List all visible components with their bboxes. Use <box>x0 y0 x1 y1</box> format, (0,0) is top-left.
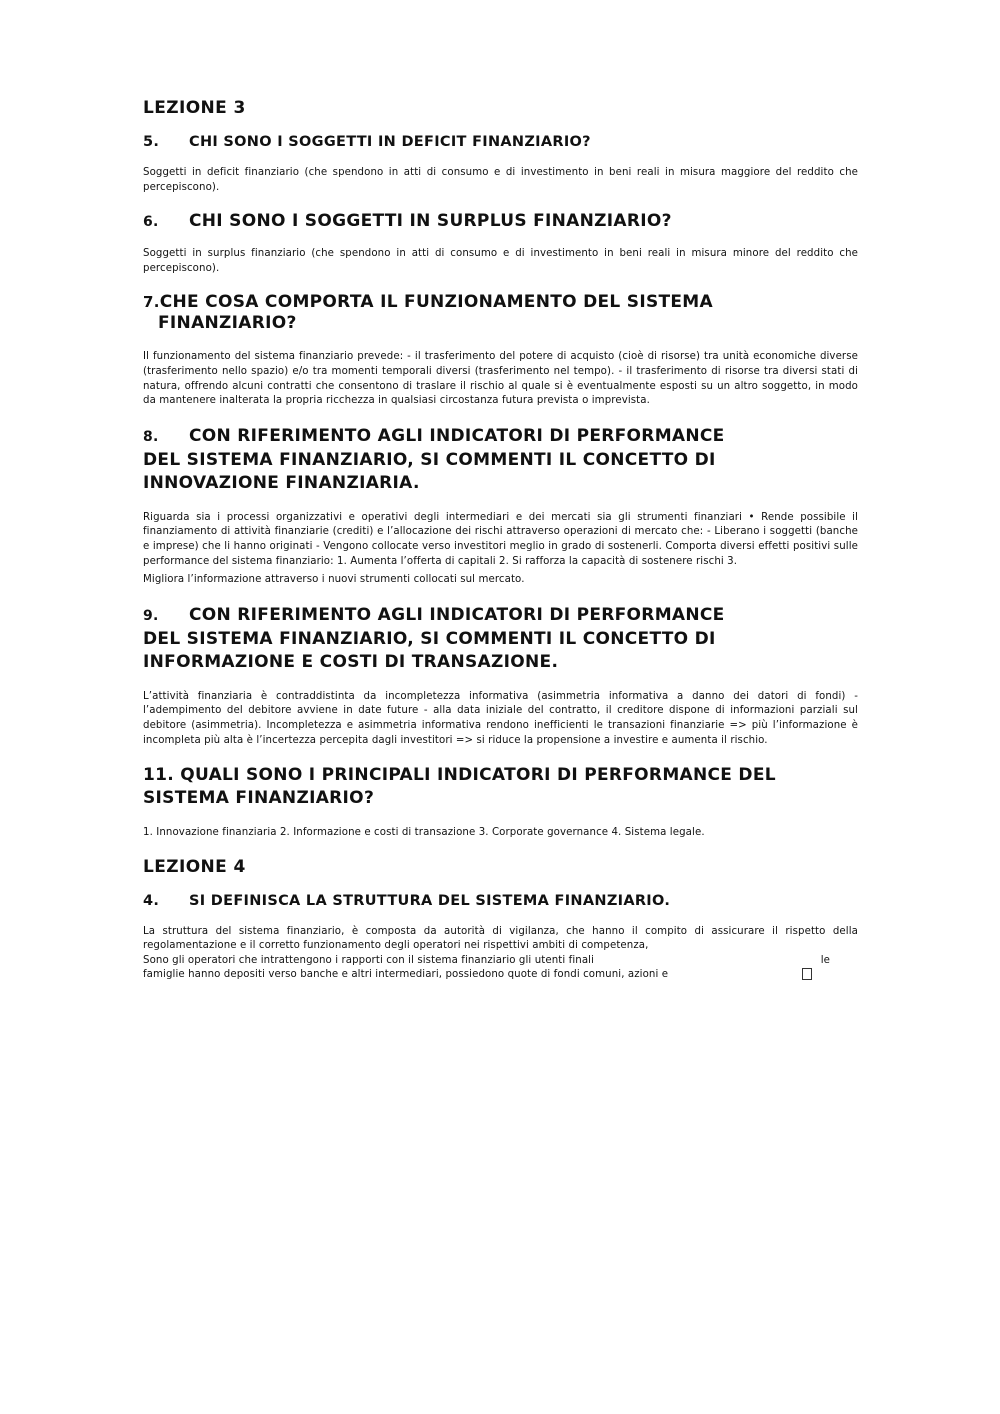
question-title-line-2: DEL SISTEMA FINANZIARIO, SI COMMENTI IL CONCETTO DI <box>143 449 716 470</box>
question-number: 7. <box>143 293 160 312</box>
question-title: CHI SONO I SOGGETTI IN DEFICIT FINANZIARIO? <box>189 134 591 150</box>
lesson-3-heading: LEZIONE 3 <box>143 98 246 118</box>
lesson-4-heading: LEZIONE 4 <box>143 856 246 877</box>
question-5-heading <box>143 134 858 150</box>
answer-4-line-2-end: le <box>820 954 830 966</box>
question-4-heading <box>143 893 858 909</box>
answer-4-line-3 <box>143 968 858 983</box>
missing-glyph-icon <box>802 968 812 980</box>
question-title-line-1: CON RIFERIMENTO AGLI INDICATORI DI PERFORMANCE <box>189 604 725 625</box>
answer-4-line-2-text: Sono gli operatori che intrattengono i rapporti con il sistema finanziario gli utenti finali <box>143 954 595 966</box>
question-7-heading <box>143 292 858 334</box>
answer-7: Il funzionamento del sistema finanziario prevede: - il trasferimento del potere di acquisto (cioè di risorse) tra unità economiche diverse (trasferimento nello spazio) e/o tra momenti temporali diversi (trasferimento nel tempo). - il trasferimento di risorse tra diversi stati di natura, offrendo alcuni contratti che consentono di traslare il rischio al quale si è eventualmente esposti su un altro soggetto, in modo da mantenere inalterata la propria ricchezza in qualsiasi circostanza futura prevista o imprevista. <box>143 351 858 407</box>
question-6-heading <box>143 211 858 231</box>
question-title-line-1: 11. QUALI SONO I PRINCIPALI INDICATORI DI PERFORMANCE DEL <box>143 765 776 786</box>
question-11-heading <box>143 764 858 810</box>
answer-4 <box>143 925 858 983</box>
document-page <box>143 98 858 983</box>
answer-6: Soggetti in surplus finanziario (che spendono in atti di consumo e di investimento in beni reali in misura minore del reddito che percepiscono). <box>143 248 858 274</box>
question-8-heading <box>143 425 858 495</box>
question-title: CHI SONO I SOGGETTI IN SURPLUS FINANZIARIO? <box>189 211 672 232</box>
question-title-line-3: INFORMAZIONE E COSTI DI TRANSAZIONE. <box>143 651 559 672</box>
question-title-line-1: CHE COSA COMPORTA IL FUNZIONAMENTO DEL SISTEMA <box>159 292 713 313</box>
question-9-heading <box>143 604 858 674</box>
question-title-line-2: SISTEMA FINANZIARIO? <box>143 788 375 809</box>
question-number: 4. <box>143 892 160 909</box>
answer-8-continued: Migliora l’informazione attraverso i nuovi strumenti collocati sul mercato. <box>143 574 525 586</box>
answer-8: Riguarda sia i processi organizzativi e operativi degli intermediari e dei mercati sia gli strumenti finanziari • Rende possibile il finanziamento di attività finanziarie (crediti) e l’allocazione dei rischi attraverso operazioni di mercato che: - Liberano i soggetti (banche e imprese) che li hanno originati - Vengono collocate verso investitori meglio in grado di sostenerli. Comporta diversi effetti positivi sulle performance del sistema finanziario: 1. Aumenta l’offerta di capitali 2. Si rafforza la capacità di sostenere rischi 3. <box>143 511 858 567</box>
question-title-line-2: DEL SISTEMA FINANZIARIO, SI COMMENTI IL CONCETTO DI <box>143 628 716 649</box>
answer-9: L’attività finanziaria è contraddistinta da incompletezza informativa (asimmetria informativa a danno dei datori di fondi) - l’adempimento del debitore avviene in date future - alla data iniziale del contratto, il creditore dispone di informazioni parziali sul debitore (asimmetria). Incompletezza e asimmetria informativa rendono inefficienti le transazioni finanziarie => più l’informazione è incompleta più alta è l’incertezza percepita dagli investitori => si riduce la propensione a investire e aumenta il rischio. <box>143 690 858 746</box>
answer-4-line-2 <box>143 954 858 969</box>
question-number: 6. <box>143 214 159 231</box>
question-number: 5. <box>143 134 160 150</box>
question-title-line-1: CON RIFERIMENTO AGLI INDICATORI DI PERFORMANCE <box>189 425 725 446</box>
question-number: 9. <box>143 607 159 624</box>
answer-4-line-3-text: famiglie hanno depositi verso banche e altri intermediari, possiedono quote di fondi comuni, azioni e <box>143 969 669 981</box>
answer-11: 1. Innovazione finanziaria 2. Informazione e costi di transazione 3. Corporate governance 4. Sistema legale. <box>143 827 705 839</box>
answer-5: Soggetti in deficit finanziario (che spendono in atti di consumo e di investimento in beni reali in misura maggiore del reddito che percepiscono). <box>143 167 858 193</box>
question-title: SI DEFINISCA LA STRUTTURA DEL SISTEMA FINANZIARIO. <box>189 892 671 909</box>
question-title-line-3: INNOVAZIONE FINANZIARIA. <box>143 472 420 493</box>
question-number: 8. <box>143 428 159 445</box>
answer-4-line-1: La struttura del sistema finanziario, è composta da autorità di vigilanza, che hanno il compito di assicurare il rispetto della regolamentazione e il corretto funzionamento degli operatori nei rispettivi ambiti di competenza, <box>143 925 858 952</box>
question-title-line-2: FINANZIARIO? <box>158 313 297 334</box>
